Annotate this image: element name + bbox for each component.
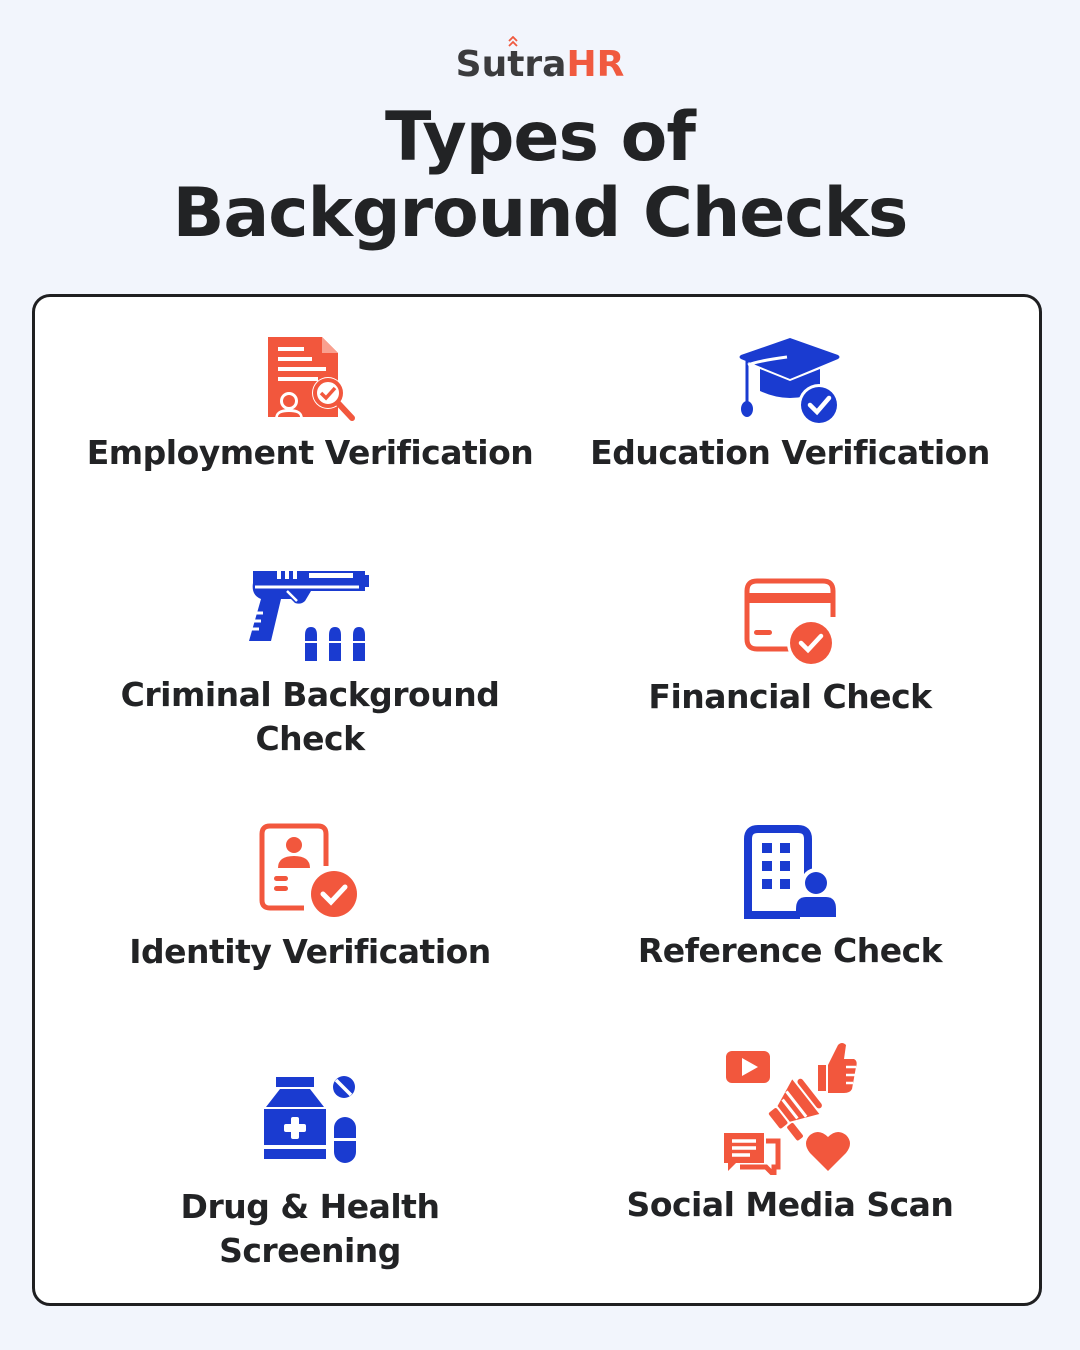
item-label: Education Verification (590, 433, 990, 472)
item-reference-check (540, 825, 1040, 973)
item-employment-verification (60, 335, 560, 475)
document-search-icon (260, 335, 360, 425)
item-label: Financial Check (648, 677, 932, 716)
medicine-bottle-pills-icon (262, 1075, 358, 1165)
item-social-media-scan (540, 1041, 1040, 1227)
title-line-1: Types of (385, 98, 695, 177)
chat-bubbles-icon (724, 1133, 778, 1175)
item-financial-check (540, 577, 1040, 719)
social-media-icons (720, 1041, 860, 1175)
item-criminal-background-check (60, 565, 560, 761)
brand-name-hr: HR (566, 44, 625, 85)
checks-card (32, 294, 1042, 1306)
item-label: Employment Verification (86, 433, 534, 472)
item-identity-verification (60, 822, 560, 974)
item-label: Reference Check (637, 931, 943, 970)
item-label: Identity Verification (129, 932, 491, 971)
thumbs-up-icon (818, 1043, 857, 1093)
item-label-line-2: Check (255, 719, 365, 758)
item-label-line-1: Criminal Background (120, 675, 500, 714)
logo-arrow-icon (508, 36, 518, 48)
building-person-icon (744, 825, 836, 919)
item-label: Social Media Scan (626, 1185, 954, 1224)
item-drug-health-screening (60, 1075, 560, 1273)
item-education-verification (540, 335, 1040, 475)
title-line-2: Background Checks (172, 174, 908, 253)
heart-icon (806, 1132, 850, 1171)
video-play-icon (726, 1051, 770, 1083)
gun-bullets-icon (247, 565, 373, 663)
page-title (0, 100, 1080, 252)
credit-card-check-icon (743, 577, 837, 667)
brand-name-sutra: Sutra (455, 44, 567, 85)
item-label-line-1: Drug & Health (180, 1187, 440, 1226)
id-card-check-icon (258, 822, 362, 922)
graduation-cap-check-icon (735, 335, 845, 427)
brand-logo (0, 40, 1080, 90)
item-label-line-2: Screening (219, 1231, 401, 1270)
